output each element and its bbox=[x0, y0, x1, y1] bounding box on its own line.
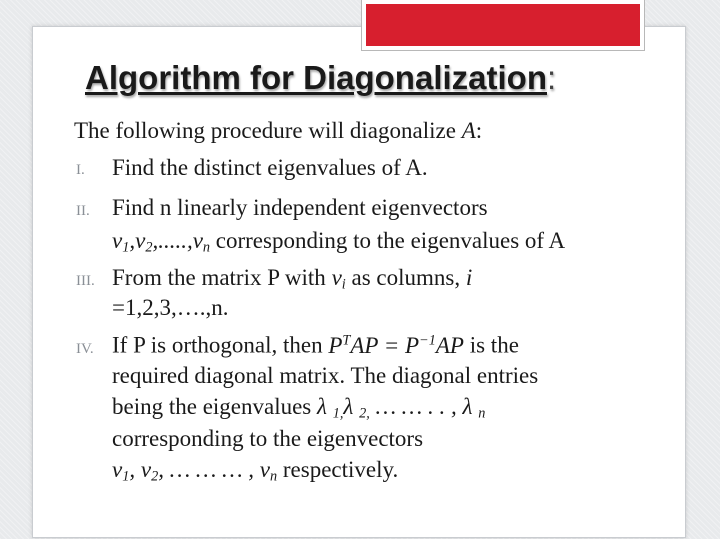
step-4-line-3 bbox=[112, 394, 485, 423]
eigenvector-sequence-math: $v_1$, $v_2$, … … … , $v_n$ bbox=[112, 457, 278, 485]
step-3-suffix: as columns, bbox=[345, 265, 466, 290]
step-2-line-1: Find n linearly independent eigenvectors bbox=[112, 195, 488, 220]
step-3-prefix: From the matrix P with bbox=[112, 265, 332, 290]
step-4-line-3-prefix: being the eigenvalues bbox=[112, 394, 318, 419]
step-3-numeral: III. bbox=[76, 273, 95, 289]
orthogonal-equation-math: $P^TAP = P^{-1}AP$ bbox=[328, 332, 464, 358]
intro-variable: A bbox=[461, 118, 476, 143]
step-2-line-2 bbox=[112, 228, 565, 257]
step-4-line-5 bbox=[112, 457, 398, 486]
step-1-numeral: I. bbox=[76, 162, 85, 178]
step-3-line-2: =1,2,3,….,n. bbox=[112, 295, 229, 320]
title-text: Algorithm for Diagonalization bbox=[85, 59, 547, 96]
step-2-line-2-text: corresponding to the eigenvalues of A bbox=[210, 228, 566, 253]
intro-line bbox=[74, 118, 482, 144]
step-1-text: Find the distinct eigenvalues of A. bbox=[112, 155, 428, 180]
step-4-line-4: corresponding to the eigenvectors bbox=[112, 426, 424, 451]
slide-title bbox=[85, 59, 556, 97]
step-3-line-1 bbox=[112, 265, 472, 294]
step-4-prefix: If P is orthogonal, then bbox=[112, 332, 329, 358]
title-colon: : bbox=[546, 59, 557, 96]
eigenvector-list-math: $v_1,v_2,.....,v_n$ bbox=[112, 228, 211, 256]
step-4-line-2: required diagonal matrix. The diagonal entries bbox=[112, 363, 539, 388]
step-3-var: i bbox=[465, 265, 473, 290]
intro-prefix: The following procedure will diagonalize bbox=[74, 118, 462, 143]
step-2-numeral: II. bbox=[76, 203, 90, 219]
step-4-line-5-suffix: respectively. bbox=[277, 457, 399, 482]
step-4-suffix: is the bbox=[463, 332, 519, 358]
decorative-red-banner bbox=[362, 0, 644, 50]
step-4-line-1 bbox=[112, 332, 519, 359]
vi-math: $v_i$ bbox=[331, 265, 346, 293]
step-4-numeral: IV. bbox=[76, 341, 94, 357]
eigenvalue-list-math: λ $_{1,}$λ $_{2,}$ … … . . , λ $_n$ bbox=[317, 394, 486, 422]
intro-suffix: : bbox=[475, 118, 483, 143]
